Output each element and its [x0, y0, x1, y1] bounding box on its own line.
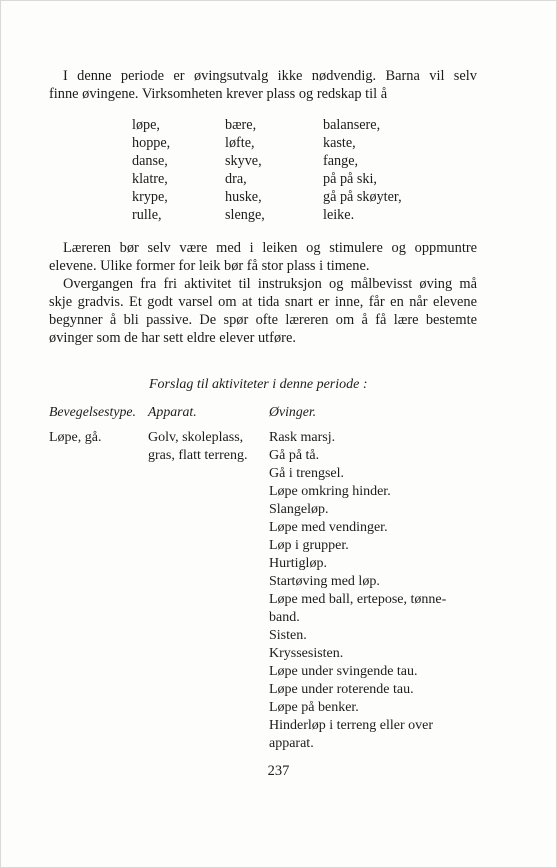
text-line: begynner å bli passive. De spør ofte læreren om å få lære bestemte — [49, 312, 477, 328]
verb-item: løfte, — [225, 135, 255, 151]
verb-item: kaste, — [323, 135, 356, 151]
verb-column-3 — [323, 116, 402, 224]
column-header-apparatus: Apparat. — [148, 404, 197, 419]
exercise-item: Løpe med ball, ertepose, tønne- — [269, 592, 447, 607]
section-title: Forslag til aktiviteter i denne periode : — [149, 377, 368, 392]
transition-paragraph — [49, 275, 477, 347]
exercise-item: Løp i grupper. — [269, 538, 349, 553]
text-line: elevene. Ulike former for leik bør få stor plass i timene. — [49, 258, 370, 274]
exercise-item: Løpe omkring hinder. — [269, 484, 391, 499]
verb-item: hoppe, — [132, 135, 171, 151]
column-header-exercises: Øvinger. — [269, 404, 317, 419]
text-line: skje gradvis. Et godt varsel om at tida snart er inne, får en når elevene — [49, 294, 477, 310]
exercise-item: Rask marsj. — [269, 430, 336, 445]
exercise-item: Løpe under roterende tau. — [269, 682, 414, 697]
text-line: øvinger som de har sett eldre elever utføre. — [49, 330, 296, 346]
exercise-item: band. — [269, 610, 300, 625]
movement-type: Løpe, gå. — [49, 430, 102, 445]
verb-column-1 — [132, 116, 170, 224]
exercise-item: Hurtigløp. — [269, 556, 327, 571]
verb-column-2 — [225, 116, 265, 224]
column-header-type: Bevegelsestype. — [49, 404, 136, 419]
exercise-item: Løpe under svingende tau. — [269, 664, 418, 679]
intro-paragraph — [49, 67, 477, 103]
exercise-item: Kryssesisten. — [269, 646, 344, 661]
verb-item: rulle, — [132, 207, 162, 223]
text-line: Overgangen fra fri aktivitet til instruksjon og målbevisst øving må — [63, 276, 477, 292]
exercise-item: apparat. — [269, 736, 314, 751]
verb-item: klatre, — [132, 171, 168, 187]
apparatus-line: Golv, skoleplass, — [148, 430, 244, 445]
exercise-item: Slangeløp. — [269, 502, 329, 517]
verb-item: huske, — [225, 189, 262, 205]
text-line: finne øvingene. Virksomheten krever plass og redskap til å — [49, 86, 388, 102]
exercise-list — [269, 429, 479, 753]
verb-item: dra, — [225, 171, 247, 187]
verb-item: slenge, — [225, 207, 265, 223]
exercise-item: Løpe med vendinger. — [269, 520, 388, 535]
exercise-item: Hinderløp i terreng eller over — [269, 718, 434, 733]
verb-item: leike. — [323, 207, 355, 223]
exercise-item: Startøving med løp. — [269, 574, 380, 589]
text-line: I denne periode er øvingsutvalg ikke nødvendig. Barna vil selv — [63, 68, 477, 84]
text-line: Læreren bør selv være med i leiken og stimulere og oppmuntre — [63, 240, 477, 256]
verb-item: krype, — [132, 189, 168, 205]
exercise-item: Gå i trengsel. — [269, 466, 345, 481]
verb-item: på på ski, — [323, 171, 377, 187]
apparatus-cell — [148, 429, 248, 465]
teacher-paragraph — [49, 239, 477, 275]
verb-item: skyve, — [225, 153, 262, 169]
page-number: 237 — [267, 763, 290, 779]
verb-item: gå på skøyter, — [323, 189, 402, 205]
exercise-item: Gå på tå. — [269, 448, 320, 463]
verb-item: fange, — [323, 153, 359, 169]
exercise-item: Sisten. — [269, 628, 307, 643]
verb-item: løpe, — [132, 117, 160, 133]
verb-item: bære, — [225, 117, 257, 133]
verb-item: balansere, — [323, 117, 381, 133]
verb-item: danse, — [132, 153, 168, 169]
exercise-item: Løpe på benker. — [269, 700, 359, 715]
apparatus-line: gras, flatt terreng. — [148, 448, 248, 463]
